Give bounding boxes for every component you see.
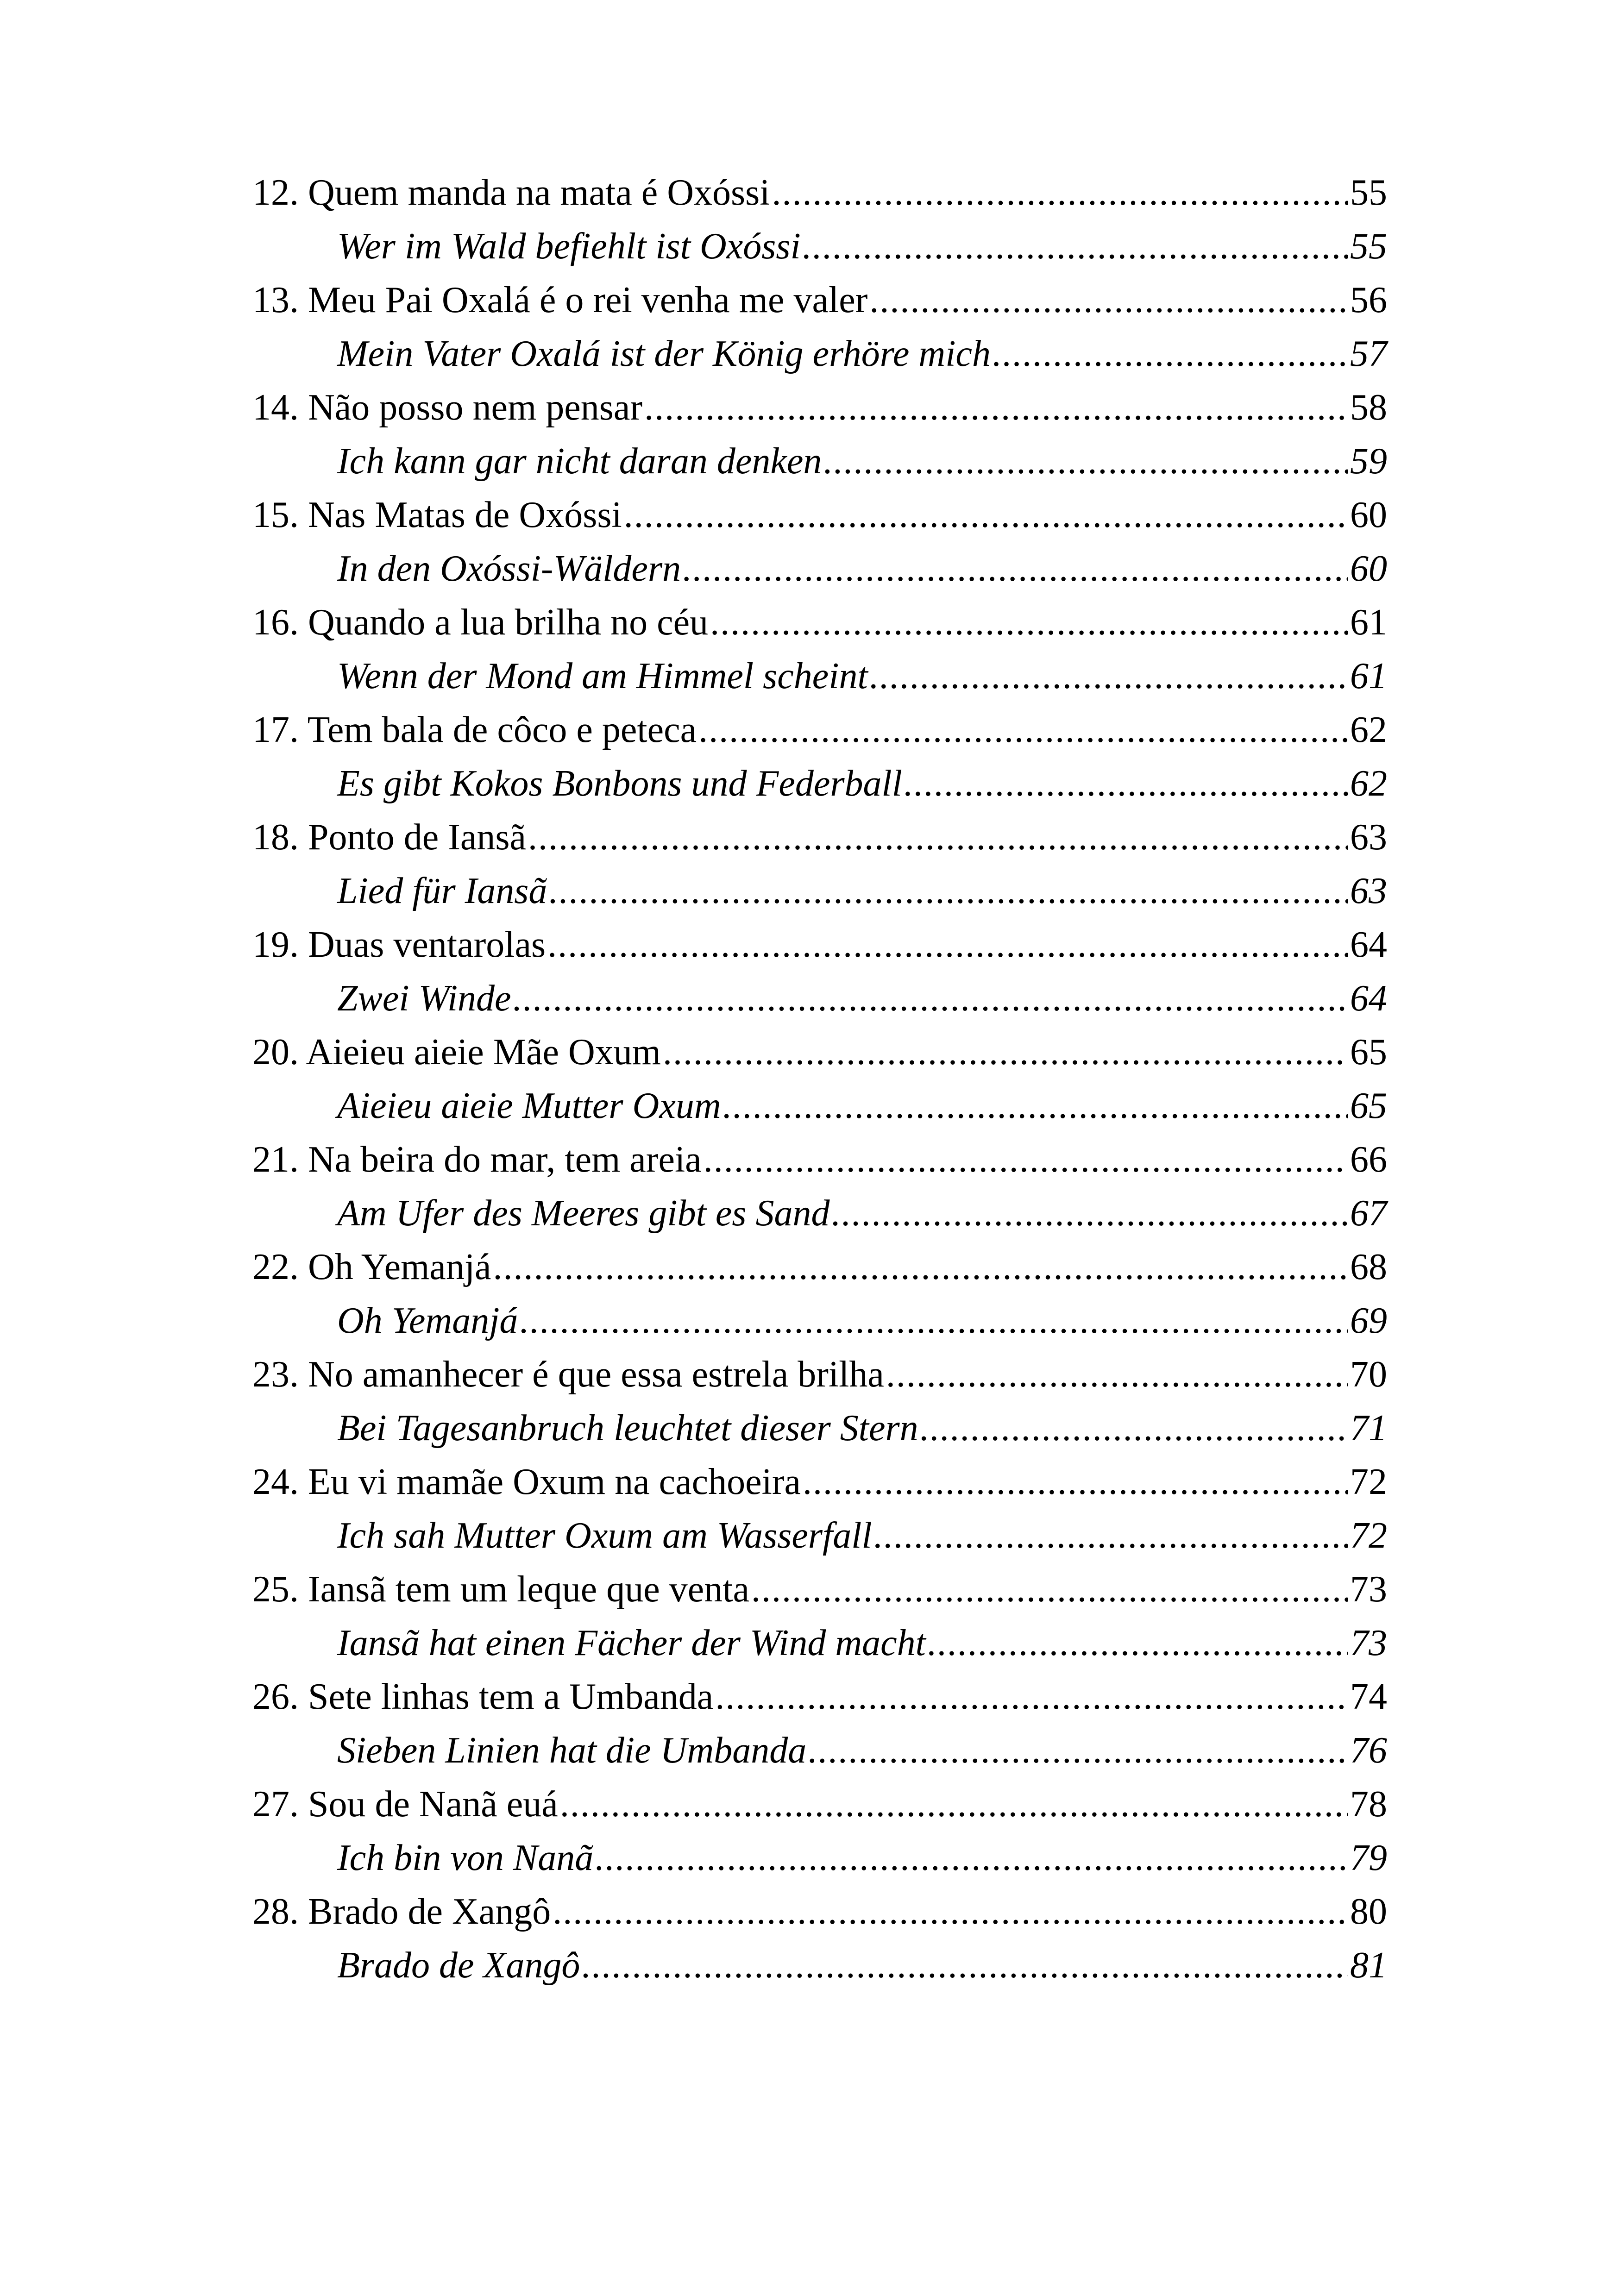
toc-entry-original[interactable] <box>252 166 1387 220</box>
toc-entry-title <box>252 1348 884 1401</box>
dot-leader <box>751 1562 1348 1616</box>
toc-translation-page: 73 <box>1350 1623 1387 1663</box>
dot-leader <box>803 220 1348 273</box>
toc-entry-number: 24. <box>252 1462 299 1502</box>
toc-entry-translation[interactable] <box>252 864 1387 918</box>
dot-leader <box>547 918 1348 972</box>
toc-entry-page: 70 <box>1350 1354 1387 1395</box>
toc-entry-original[interactable] <box>252 1025 1387 1079</box>
toc-entry-original[interactable] <box>252 1133 1387 1186</box>
toc-entry-original[interactable] <box>252 381 1387 434</box>
toc-entry-title <box>252 1885 551 1938</box>
toc-translation-page: 62 <box>1350 763 1387 804</box>
toc-translation-page: 57 <box>1350 333 1387 374</box>
toc-entry-number: 28. <box>252 1891 299 1932</box>
toc-entry-number: 21. <box>252 1139 299 1180</box>
dot-leader <box>869 273 1348 327</box>
toc-translation-title: Ich bin von Nanã <box>337 1838 594 1878</box>
toc-entry-original[interactable] <box>252 596 1387 649</box>
toc-entry-translation[interactable] <box>252 972 1387 1025</box>
toc-entry-title <box>252 273 867 327</box>
toc-entry-original[interactable] <box>252 1777 1387 1831</box>
toc-translation-title: Iansã hat einen Fächer der Wind macht <box>337 1623 926 1663</box>
toc-entry-page: 78 <box>1350 1784 1387 1825</box>
toc-entry-number: 15. <box>252 495 299 535</box>
dot-leader <box>493 1240 1348 1294</box>
toc-entry-title-text: Quando a lua brilha no céu <box>308 602 709 643</box>
toc-entry-number: 16. <box>252 602 299 643</box>
dot-leader <box>513 972 1348 1025</box>
toc-translation-title: Ich kann gar nicht daran denken <box>337 441 822 482</box>
toc-entry-translation[interactable] <box>252 1186 1387 1240</box>
dot-leader <box>808 1724 1348 1777</box>
toc-entry-translation[interactable] <box>252 1938 1387 1992</box>
toc-entry-translation[interactable] <box>252 542 1387 596</box>
toc-translation-page: 69 <box>1350 1300 1387 1341</box>
toc-entry-original[interactable] <box>252 703 1387 757</box>
toc-entry-translation[interactable] <box>252 1509 1387 1562</box>
toc-entry-number: 23. <box>252 1354 299 1395</box>
dot-leader <box>870 649 1348 703</box>
toc-entry-number: 17. <box>252 709 299 750</box>
toc-entry-page: 58 <box>1350 387 1387 428</box>
toc-entry-original[interactable] <box>252 1670 1387 1724</box>
toc-entry-translation[interactable] <box>252 327 1387 381</box>
dot-leader <box>520 1294 1348 1348</box>
dot-leader <box>904 757 1348 810</box>
toc-entry-title <box>252 918 546 972</box>
dot-leader <box>886 1348 1348 1401</box>
toc-translation-page: 60 <box>1350 548 1387 589</box>
toc-translation-title: Oh Yemanjá <box>337 1300 518 1341</box>
toc-translation-page: 55 <box>1350 226 1387 267</box>
toc-translation-page: 59 <box>1350 441 1387 482</box>
toc-entry-number: 22. <box>252 1247 299 1287</box>
toc-entry-page: 73 <box>1350 1569 1387 1610</box>
toc-translation-title: Lied für Iansã <box>337 871 547 911</box>
dot-leader <box>663 1025 1348 1079</box>
dot-leader <box>553 1885 1348 1938</box>
toc-entry-original[interactable] <box>252 1455 1387 1509</box>
dot-leader <box>644 381 1348 434</box>
toc-entry-page: 74 <box>1350 1676 1387 1717</box>
dot-leader <box>772 166 1349 220</box>
toc-translation-title: Brado de Xangô <box>337 1945 580 1986</box>
toc-entry-title <box>252 488 622 542</box>
toc-entry-original[interactable] <box>252 273 1387 327</box>
toc-translation-title: Bei Tagesanbruch leuchtet dieser Stern <box>337 1408 918 1449</box>
toc-translation-page: 72 <box>1350 1515 1387 1556</box>
toc-entry-title-text: Na beira do mar, tem areia <box>308 1139 702 1180</box>
dot-leader <box>993 327 1348 381</box>
toc-translation-page: 64 <box>1350 978 1387 1019</box>
toc-entry-original[interactable] <box>252 810 1387 864</box>
toc-entry-original[interactable] <box>252 1885 1387 1938</box>
toc-entry-number: 18. <box>252 817 299 858</box>
toc-entry-title-text: Nas Matas de Oxóssi <box>308 495 622 535</box>
toc-entry-page: 60 <box>1350 495 1387 535</box>
toc-translation-page: 61 <box>1350 656 1387 696</box>
toc-entry-title <box>252 1025 661 1079</box>
toc-entry-number: 27. <box>252 1784 299 1825</box>
toc-translation-page: 79 <box>1350 1838 1387 1878</box>
toc-translation-title: Mein Vater Oxalá ist der König erhöre mich <box>337 333 991 374</box>
toc-translation-title: Es gibt Kokos Bonbons und Federball <box>337 763 902 804</box>
toc-entry-title-text: Brado de Xangô <box>308 1891 551 1932</box>
toc-translation-title: Sieben Linien hat die Umbanda <box>337 1730 807 1771</box>
toc-entry-translation[interactable] <box>252 1294 1387 1348</box>
toc-entry-title-text: Duas ventarolas <box>308 924 546 965</box>
toc-translation-title: Wenn der Mond am Himmel scheint <box>337 656 868 696</box>
toc-entry-page: 61 <box>1350 602 1387 643</box>
dot-leader <box>560 1777 1348 1831</box>
toc-entry-number: 26. <box>252 1676 299 1717</box>
toc-entry-page: 68 <box>1350 1247 1387 1287</box>
toc-entry-translation[interactable] <box>252 1616 1387 1670</box>
toc-entry-title-text: Iansã tem um leque que venta <box>308 1569 749 1610</box>
toc-entry-number: 13. <box>252 280 299 320</box>
toc-entry-title-text: Ponto de Iansã <box>308 817 527 858</box>
toc-translation-title: Aieieu aieie Mutter Oxum <box>337 1085 721 1126</box>
toc-entry-title-text: Não posso nem pensar <box>308 387 643 428</box>
toc-entry-page: 64 <box>1350 924 1387 965</box>
toc-entry-title <box>252 596 708 649</box>
toc-translation-title: In den Oxóssi-Wäldern <box>337 548 681 589</box>
toc-translation-title: Wer im Wald befiehlt ist Oxóssi <box>337 226 801 267</box>
toc-entry-page: 80 <box>1350 1891 1387 1932</box>
table-of-contents <box>252 166 1387 1992</box>
toc-entry-title <box>252 1455 801 1509</box>
dot-leader <box>710 596 1348 649</box>
toc-entry-title-text: Eu vi mamãe Oxum na cachoeira <box>308 1462 801 1502</box>
toc-translation-page: 65 <box>1350 1085 1387 1126</box>
toc-entry-number: 19. <box>252 924 299 965</box>
toc-entry-translation[interactable] <box>252 1401 1387 1455</box>
dot-leader <box>715 1670 1348 1724</box>
toc-entry-title <box>252 381 642 434</box>
toc-entry-number: 25. <box>252 1569 299 1610</box>
dot-leader <box>582 1938 1348 1992</box>
toc-entry-original[interactable] <box>252 1348 1387 1401</box>
toc-entry-title <box>252 810 526 864</box>
toc-entry-page: 62 <box>1350 709 1387 750</box>
toc-entry-original[interactable] <box>252 918 1387 972</box>
toc-translation-page: 63 <box>1350 871 1387 911</box>
toc-entry-title <box>252 166 770 220</box>
toc-entry-title-text: Sou de Nanã euá <box>308 1784 558 1825</box>
toc-entry-original[interactable] <box>252 1240 1387 1294</box>
dot-leader <box>920 1401 1348 1455</box>
dot-leader <box>823 434 1348 488</box>
toc-entry-title-text: No amanhecer é que essa estrela brilha <box>308 1354 884 1395</box>
toc-entry-original[interactable] <box>252 1562 1387 1616</box>
toc-translation-title: Ich sah Mutter Oxum am Wasserfall <box>337 1515 872 1556</box>
dot-leader <box>683 542 1348 596</box>
toc-entry-original[interactable] <box>252 488 1387 542</box>
dot-leader <box>723 1079 1348 1133</box>
toc-translation-page: 67 <box>1350 1193 1387 1234</box>
toc-entry-translation[interactable] <box>252 1079 1387 1133</box>
toc-entry-title-text: Meu Pai Oxalá é o rei venha me valer <box>308 280 868 320</box>
toc-entry-title-text: Sete linhas tem a Umbanda <box>308 1676 714 1717</box>
toc-translation-title: Zwei Winde <box>337 978 511 1019</box>
dot-leader <box>528 810 1348 864</box>
toc-entry-translation[interactable] <box>252 1724 1387 1777</box>
toc-entry-number: 20. <box>252 1032 299 1073</box>
toc-entry-translation[interactable] <box>252 757 1387 810</box>
toc-entry-page: 65 <box>1350 1032 1387 1073</box>
toc-entry-title <box>252 1670 713 1724</box>
dot-leader <box>874 1509 1348 1562</box>
toc-entry-page: 72 <box>1350 1462 1387 1502</box>
toc-entry-page: 66 <box>1350 1139 1387 1180</box>
dot-leader <box>624 488 1348 542</box>
toc-entry-title <box>252 1240 491 1294</box>
dot-leader <box>595 1831 1348 1885</box>
toc-entry-translation[interactable] <box>252 1831 1387 1885</box>
toc-entry-translation[interactable] <box>252 434 1387 488</box>
toc-entry-title-text: Tem bala de côco e peteca <box>307 709 697 750</box>
toc-translation-title: Am Ufer des Meeres gibt es Sand <box>337 1193 830 1234</box>
toc-entry-translation[interactable] <box>252 220 1387 273</box>
toc-entry-number: 14. <box>252 387 299 428</box>
toc-entry-page: 63 <box>1350 817 1387 858</box>
toc-entry-title <box>252 1777 558 1831</box>
toc-entry-number: 12. <box>252 172 299 213</box>
dot-leader <box>803 1455 1348 1509</box>
toc-entry-title-text: Aieieu aieie Mãe Oxum <box>306 1032 661 1073</box>
toc-translation-page: 81 <box>1350 1945 1387 1986</box>
toc-entry-translation[interactable] <box>252 649 1387 703</box>
dot-leader <box>928 1616 1348 1670</box>
toc-translation-page: 76 <box>1350 1730 1387 1771</box>
toc-entry-title <box>252 1562 749 1616</box>
toc-entry-page: 55 <box>1350 172 1387 213</box>
toc-entry-title <box>252 703 697 757</box>
dot-leader <box>698 703 1348 757</box>
toc-entry-title-text: Oh Yemanjá <box>308 1247 491 1287</box>
toc-entry-page: 56 <box>1350 280 1387 320</box>
toc-entry-title <box>252 1133 702 1186</box>
toc-translation-page: 71 <box>1350 1408 1387 1449</box>
dot-leader <box>549 864 1348 918</box>
toc-entry-title-text: Quem manda na mata é Oxóssi <box>308 172 770 213</box>
dot-leader <box>704 1133 1348 1186</box>
dot-leader <box>831 1186 1348 1240</box>
